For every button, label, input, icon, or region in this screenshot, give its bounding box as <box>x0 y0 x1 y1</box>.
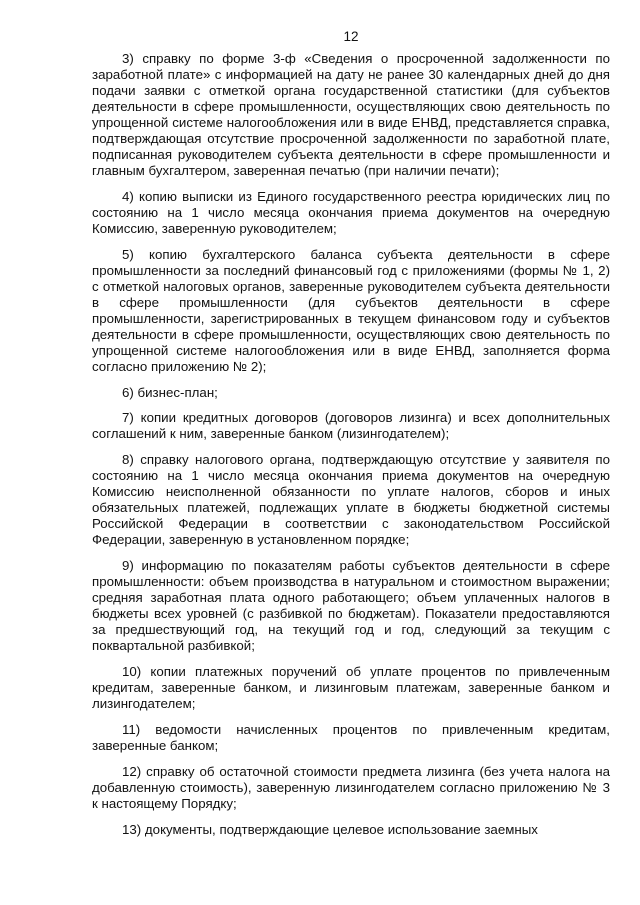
paragraph-item-12: 12) справку об остаточной стоимости предмета лизинга (без учета налога на добавленную стоимость), заверенную лизингодателем согласно приложению № 3 к настоящему Порядку; <box>92 764 610 811</box>
paragraph-item-5: 5) копию бухгалтерского баланса субъекта деятельности в сфере промышленности за последний финансовый год с приложениями (формы № 1, 2) с отметкой налоговых органов, заверенные руководителем субъекта деятельности в сфере промышленности (для субъектов деятельности в сфере промышленности, зарегистрированных в текущем финансовом году и субъектов деятельности в сфере промышленности, осуществляющих свою деятельность по упрощенной системе налогообложения или в виде ЕНВД, заполняется форма согласно приложению № 2); <box>92 247 610 374</box>
paragraph-item-3: 3) справку по форме 3-ф «Сведения о просроченной задолженности по заработной плате» с информацией на дату не ранее 30 календарных дней до дня подачи заявки с отметкой органа государственной статистики (для субъектов деятельности в сфере промышленности, осуществляющих свою деятельность по упрощенной системе налогообложения или в виде ЕНВД, представляется справка, подтверждающая отсутствие просроченной задолженности по заработной плате, подписанная руководителем субъекта деятельности в сфере промышленности и главным бухгалтером, заверенная печатью (при наличии печати); <box>92 51 610 178</box>
paragraph-item-10: 10) копии платежных поручений об уплате процентов по привлеченным кредитам, заверенные банком, и лизинговым платежам, заверенные банком и лизингодателем; <box>92 664 610 711</box>
paragraph-item-6: 6) бизнес-план; <box>122 385 218 400</box>
paragraph-item-13: 13) документы, подтверждающие целевое использование заемных <box>122 822 538 837</box>
paragraph-item-8: 8) справку налогового органа, подтверждающую отсутствие у заявителя по состоянию на 1 число месяца окончания приема документов на очередную Комиссию неисполненной обязанности по уплате налогов, сборов и иных обязательных платежей, подлежащих уплате в бюджеты бюджетной системы Российской Федерации в соответствии с законодательством Российской Федерации, заверенную в установленном порядке; <box>92 452 610 547</box>
paragraph-item-7: 7) копии кредитных договоров (договоров лизинга) и всех дополнительных соглашений к ним, заверенные банком (лизингодателем); <box>92 410 610 441</box>
paragraph-item-4: 4) копию выписки из Единого государственного реестра юридических лиц по состоянию на 1 число месяца окончания приема документов на очередную Комиссию, заверенную руководителем; <box>92 189 610 236</box>
paragraph-item-9: 9) информацию по показателям работы субъектов деятельности в сфере промышленности: объем производства в натуральном и стоимостном выражении; средняя заработная плата одного работающего; объем уплаченных налогов в бюджеты всех уровней (с разбивкой по бюджетам). Показатели предоставляются за предшествующий год, на текущий год и год, следующий за текущим с поквартальной разбивкой; <box>92 558 610 653</box>
paragraph-item-11: 11) ведомости начисленных процентов по привлеченным кредитам, заверенные банком; <box>92 722 610 753</box>
page-number: 12 <box>343 29 359 44</box>
